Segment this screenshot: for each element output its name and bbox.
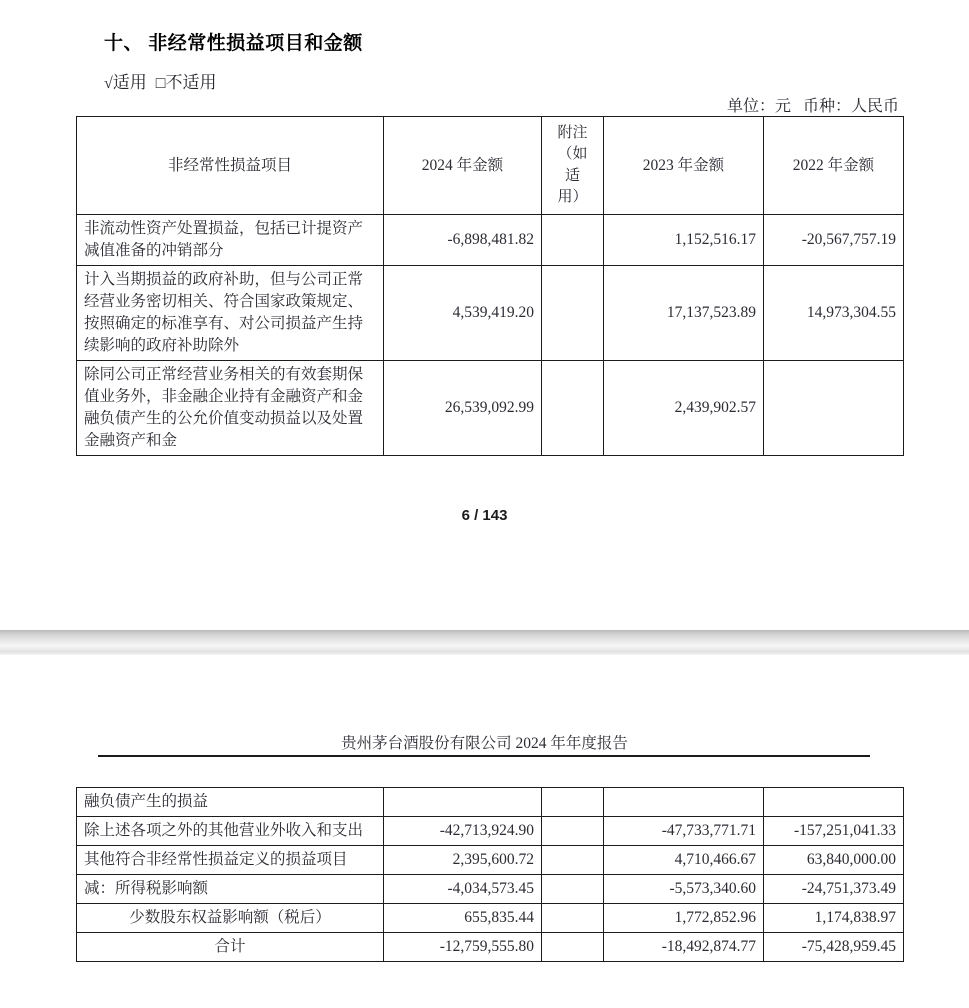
header-amount-2023: 2023 年金额 xyxy=(604,117,764,215)
row-item-label: 计入当期损益的政府补助，但与公司正常经营业务密切相关、符合国家政策规定、按照确定的标准享有、对公司损益产生持续影响的政府补助除外 xyxy=(77,266,384,361)
header-note-line-3: 适 xyxy=(564,167,580,184)
row-amount-2023: 1,152,516.17 xyxy=(604,215,764,266)
page-break-clip xyxy=(0,493,969,505)
row-amount-2024: -42,713,924.90 xyxy=(384,817,542,846)
total-note xyxy=(542,933,604,962)
row-amount-2024: -6,898,481.82 xyxy=(384,215,542,266)
row-amount-2023: -47,733,771.71 xyxy=(604,817,764,846)
page-indicator: 6 / 143 xyxy=(461,507,508,524)
row-amount-2024: 2,395,600.72 xyxy=(384,846,542,875)
table-row xyxy=(77,788,904,817)
row-amount-2023: -5,573,340.60 xyxy=(604,875,764,904)
row-amount-2022 xyxy=(764,361,904,456)
header-amount-2024: 2024 年金额 xyxy=(384,117,542,215)
row-note xyxy=(542,846,604,875)
page-title: 十、 非经常性损益项目和金额 xyxy=(104,33,363,54)
row-item-label: 其他符合非经常性损益定义的损益项目 xyxy=(77,846,384,875)
total-amount-2023: -18,492,874.77 xyxy=(604,933,764,962)
row-item-label: 融负债产生的损益 xyxy=(77,788,384,817)
currency-label: 币种：人民币 xyxy=(802,98,899,115)
applicable-checked-icon[interactable]: √ xyxy=(104,75,113,92)
row-amount-2022 xyxy=(764,788,904,817)
row-amount-2022: -20,567,757.19 xyxy=(764,215,904,266)
row-note xyxy=(542,788,604,817)
row-amount-2023: 2,439,902.57 xyxy=(604,361,764,456)
row-amount-2022: -157,251,041.33 xyxy=(764,817,904,846)
nonrecurring-gains-losses-table-part2 xyxy=(76,787,904,962)
header-note-line-4: 用） xyxy=(557,188,588,205)
row-amount-2024: 4,539,419.20 xyxy=(384,266,542,361)
row-note xyxy=(542,361,604,456)
row-note xyxy=(542,904,604,933)
row-item-label: 除同公司正常经营业务相关的有效套期保值业务外，非金融企业持有金融资产和金融负债产生的公允价值变动损益以及处置金融资产和金 xyxy=(77,361,384,456)
applicability-line xyxy=(104,68,216,93)
row-amount-2023: 17,137,523.89 xyxy=(604,266,764,361)
row-amount-2024: 655,835.44 xyxy=(384,904,542,933)
row-item-label: 非流动性资产处置损益，包括已计提资产减值准备的冲销部分 xyxy=(77,215,384,266)
header-amount-2022: 2022 年金额 xyxy=(764,117,904,215)
row-amount-2023: 1,772,852.96 xyxy=(604,904,764,933)
not-applicable-label: 不适用 xyxy=(165,73,217,92)
row-note xyxy=(542,817,604,846)
row-amount-2023 xyxy=(604,788,764,817)
table-header-row xyxy=(77,117,904,215)
header-divider xyxy=(98,755,870,757)
table-row xyxy=(77,361,904,456)
total-amount-2022: -75,428,959.45 xyxy=(764,933,904,962)
table-row xyxy=(77,904,904,933)
row-item-label: 少数股东权益影响额（税后） xyxy=(77,904,384,933)
nonrecurring-gains-losses-table-part1 xyxy=(76,116,904,456)
row-item-label: 减：所得税影响额 xyxy=(77,875,384,904)
running-header: 贵州茅台酒股份有限公司 2024 年年度报告 xyxy=(341,735,628,752)
table-row xyxy=(77,817,904,846)
total-amount-2024: -12,759,555.80 xyxy=(384,933,542,962)
unit-label: 单位：元 xyxy=(726,98,791,115)
row-note xyxy=(542,215,604,266)
total-row-label: 合计 xyxy=(77,933,384,962)
row-amount-2024: -4,034,573.45 xyxy=(384,875,542,904)
header-note-line-2: （如 xyxy=(557,146,588,163)
header-note-line-1: 附注 xyxy=(557,124,588,141)
row-amount-2022: -24,751,373.49 xyxy=(764,875,904,904)
row-amount-2023: 4,710,466.67 xyxy=(604,846,764,875)
header-item: 非经常性损益项目 xyxy=(77,117,384,215)
table-row-total xyxy=(77,933,904,962)
unit-currency-note xyxy=(727,93,899,116)
table-row xyxy=(77,846,904,875)
row-note xyxy=(542,266,604,361)
header-note xyxy=(542,117,604,215)
row-amount-2022: 63,840,000.00 xyxy=(764,846,904,875)
page-separator xyxy=(0,630,969,656)
table-row xyxy=(77,215,904,266)
row-amount-2024: 26,539,092.99 xyxy=(384,361,542,456)
row-amount-2024 xyxy=(384,788,542,817)
row-amount-2022: 1,174,838.97 xyxy=(764,904,904,933)
not-applicable-checkbox-icon[interactable]: □ xyxy=(155,75,166,92)
table-row xyxy=(77,266,904,361)
row-amount-2022: 14,973,304.55 xyxy=(764,266,904,361)
table-row xyxy=(77,875,904,904)
row-item-label: 除上述各项之外的其他营业外收入和支出 xyxy=(77,817,384,846)
row-note xyxy=(542,875,604,904)
applicable-checked-label: 适用 xyxy=(112,73,147,92)
